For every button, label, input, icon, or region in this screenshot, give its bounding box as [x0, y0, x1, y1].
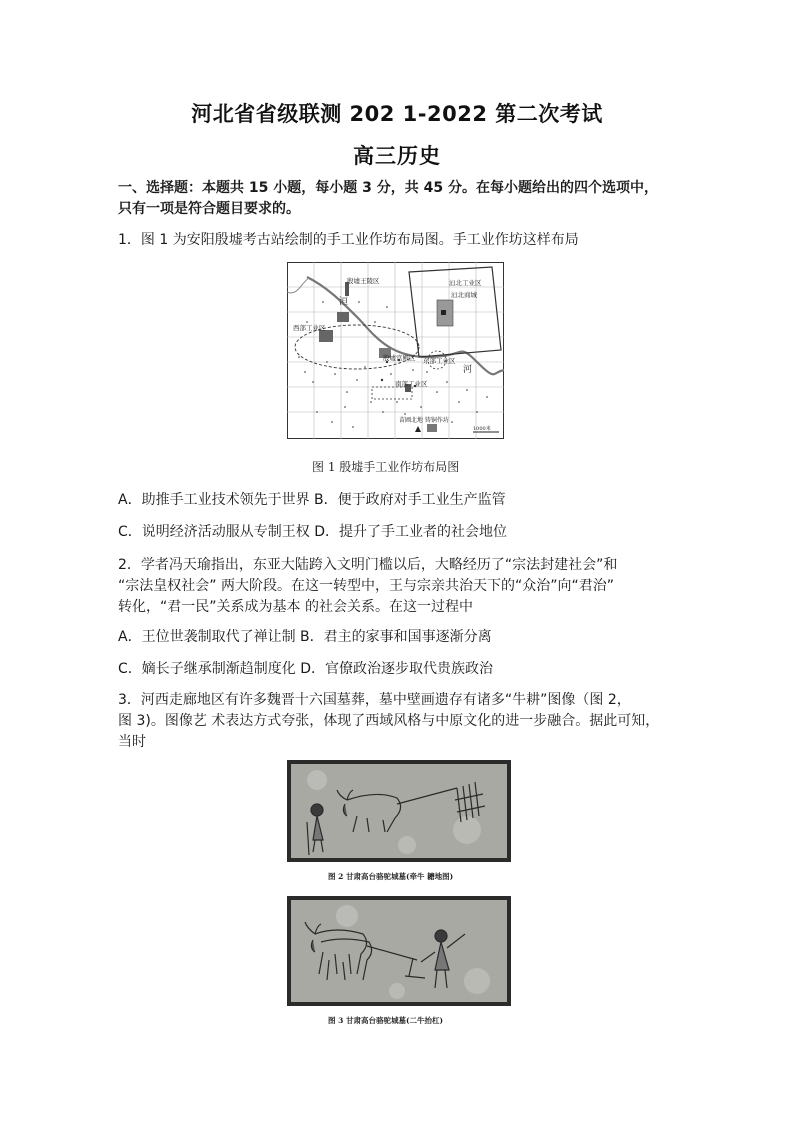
figure3-brick-painting: [287, 896, 511, 1006]
q3-stem-line2: 图 3)。图像艺 术表达方式夸张，体现了西域风格与中原文化的进一步融合。据此可知，: [118, 713, 660, 729]
figure2-caption: 图 2 甘肃高台骆驼城墓(牵牛 耱地图): [328, 872, 454, 881]
map-label-hebei-city: 洹北商城: [451, 291, 477, 299]
q3-stem-line1: 3．河西走廊地区有许多魏晋十六国墓葬，墓中壁画遗存有诸多“牛耕”图像（图 2，: [118, 692, 631, 708]
section-instructions-line1: 一、选择题：本题共 15 小题，每小题 3 分，共 45 分。在每小题给出的四个选项中，: [118, 180, 658, 196]
yinxu-workshop-map: [287, 262, 504, 439]
q3-stem-line3: 当时: [118, 734, 146, 750]
q2-options-line2: C．嫡长子继承制渐趋制度化 D．官僚政治逐步取代贵族政治: [118, 661, 494, 677]
q2-options-line1: A．王位世袭制取代了禅让制 B．君主的家事和国事逐渐分离: [118, 629, 492, 645]
map-scale-label: 1000米: [473, 426, 491, 432]
exam-title: 河北省省级联测 202 1-2022 第二次考试: [191, 102, 603, 126]
map-label-east-zone: 东部工业区: [423, 357, 456, 365]
map-label-hebei-zone: 洹北工业区: [449, 279, 482, 287]
map-label-royal-tomb: 殷墟王陵区: [347, 277, 380, 285]
q1-options-line1: A．助推手工业技术领先于世界 B．便于政府对手工业生产监管: [118, 492, 506, 508]
map-label-palace: 殷墟宫殿区: [383, 354, 416, 362]
figure2-brick-painting: [287, 760, 511, 862]
map-label-south-zone: 南部工业区: [395, 380, 428, 388]
figure1-caption: 图 1 殷墟手工业作坊布局图: [312, 460, 460, 474]
map-label-west-zone: 西部工业区: [293, 324, 326, 332]
subject-title: 高三历史: [353, 144, 441, 168]
section-instructions-line2: 只有一项是符合题目要求的。: [118, 201, 300, 217]
q1-stem: 1．图 1 为安阳殷墟考古站绘制的手工业作坊布局图。手工业作坊这样布局: [118, 232, 579, 248]
q1-options-line2: C．说明经济活动服从专制王权 D．提升了手工业者的社会地位: [118, 524, 508, 540]
map-label-foundry: 苗圃北地 铸铜作坊: [399, 417, 449, 424]
map-label-he: 河: [463, 365, 473, 375]
q2-stem-line2: “宗法皇权社会” 两大阶段。在这一转型中，王与宗亲共治天下的“众治”向“君治”: [118, 578, 614, 594]
figure3-caption: 图 3 甘肃高台骆驼城墓(二牛抬杠): [328, 1016, 444, 1025]
q2-stem-line3: 转化，“君一民”关系成为基本 的社会关系。在这一过程中: [118, 599, 473, 615]
map-label-huan: 洹: [339, 297, 349, 307]
q2-stem-line1: 2．学者冯天瑜指出，东亚大陆跨入文明门槛以后，大略经历了“宗法封建社会”和: [118, 557, 618, 573]
